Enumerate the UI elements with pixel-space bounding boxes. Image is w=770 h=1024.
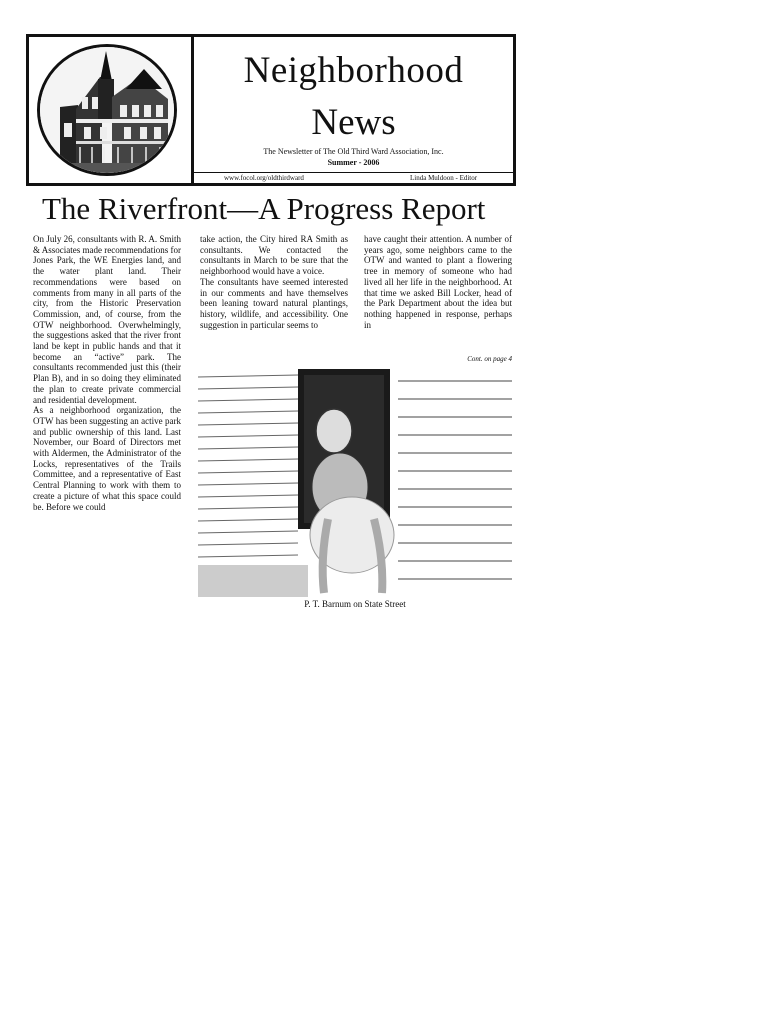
article-photo xyxy=(198,369,512,597)
article-column-3 xyxy=(364,234,512,330)
logo-panel xyxy=(29,37,194,183)
paragraph: have caught their attention. A number of years ago, some neighbors came to the OTW and wanted to plant a flowering tree in memory of someone who had lived all her life in the neighborhood. At that time we asked Bill Locker, head of the Park Department about the idea but nothing happened in response, perhaps in xyxy=(364,234,512,330)
paragraph: As a neighborhood organization, the OTW has been suggesting an active park and public ownership of this land. Last November, our Board of Directors met with Aldermen, the Administrator of the Locks, representatives of the Trails Committee, and a representative of East Central Planning to work with them to create a picture of what this space could be. Before we could xyxy=(33,405,181,512)
paragraph: take action, the City hired RA Smith as consultants. We contacted the consultants in March to be sure that the neighborhood would have a voice. xyxy=(200,234,348,277)
editor-credit: Linda Muldoon - Editor xyxy=(410,174,478,182)
continued-note: Cont. on page 4 xyxy=(467,355,512,363)
newsletter-title-second-line: News xyxy=(311,102,396,143)
title-area xyxy=(194,37,513,183)
newsletter-title: Neighborhood xyxy=(243,50,464,91)
newsletter-subtitle: The Newsletter of The Old Third Ward Association, Inc. xyxy=(263,147,444,156)
paragraph: The consultants have seemed interested in our comments and have themselves been leaning toward natural plantings, history, wildlife, and accessibility. One suggestion in particular seems to xyxy=(200,276,348,330)
paragraph: On July 26, consultants with R. A. Smith & Associates made recommendations for Jones Park, the WE Energies land, and the water plant land. Their recommendations were based on comments from many in all parts of the city, from the Historic Preservation Commission, and, of course, from the OTW neighborhood. Overwhelmingly, the suggestions asked that the river front land be kept in public hands and that it become an “active” park. The consultants recommended just this (their Plan B), and in so doing they eliminated the plan to create private commercial and residential development. xyxy=(33,234,181,405)
article-column-2 xyxy=(200,234,348,330)
masthead xyxy=(26,34,516,186)
victorian-house-icon xyxy=(37,44,177,176)
photo-caption: P. T. Barnum on State Street xyxy=(304,599,406,609)
masthead-footer xyxy=(194,172,513,184)
article-column-1 xyxy=(33,234,181,512)
issue-date: Summer - 2006 xyxy=(327,158,380,167)
article-headline: The Riverfront—A Progress Report xyxy=(42,191,486,226)
website-url: www.focol.org/oldthirdward xyxy=(224,174,304,182)
